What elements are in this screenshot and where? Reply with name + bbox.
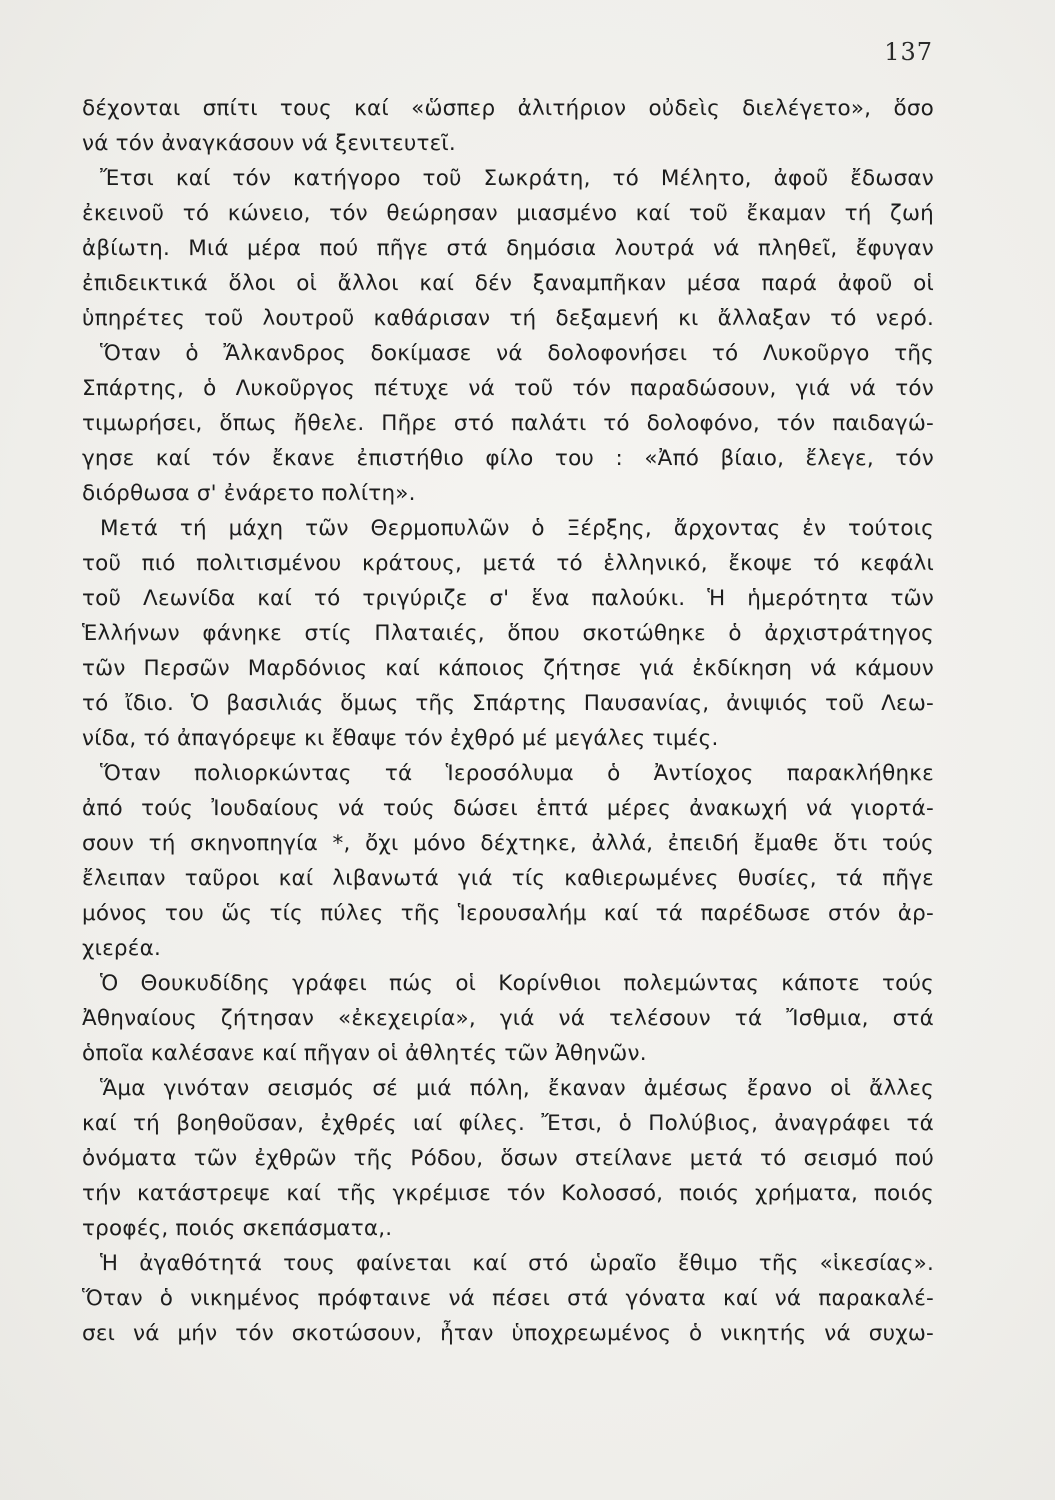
text-line: Ἅμα γινόταν σεισμός σέ μιά πόλη, ἔκαναν ἀμέσως ἔρανο οἱ ἄλλες [100, 1076, 934, 1101]
text-line: Ὁ Θουκυδίδης γράφει πώς οἱ Κορίνθιοι πολεμώντας κάποτε τούς [100, 971, 934, 996]
text-line: χιερέα. [82, 936, 161, 961]
text-line: μόνος του ὥς τίς πύλες τῆς Ἱερουσαλήμ καί τά παρέδωσε στόν ἀρ- [82, 901, 934, 926]
body-text [82, 91, 934, 1351]
text-line: ὀνόματα τῶν ἐχθρῶν τῆς Ρόδου, ὅσων στείλανε μετά τό σεισμό πού [82, 1146, 934, 1171]
text-line: ἔλειπαν ταῦροι καί λιβανωτά γιά τίς καθιερωμένες θυσίες, τά πῆγε [82, 866, 934, 891]
text-line: σουν τή σκηνοπηγία *, ὄχι μόνο δέχτηκε, ἀλλά, ἐπειδή ἔμαθε ὅτι τούς [82, 831, 934, 856]
text-line: Ἑλλήνων φάνηκε στίς Πλαταιές, ὅπου σκοτώθηκε ὁ ἀρχιστράτηγος [82, 621, 934, 646]
text-line: τό ἴδιο. Ὁ βασιλιάς ὅμως τῆς Σπάρτης Παυσανίας, ἀνιψιός τοῦ Λεω- [82, 691, 934, 716]
text-line: Μετά τή μάχη τῶν Θερμοπυλῶν ὁ Ξέρξης, ἄρχοντας ἐν τούτοις [100, 516, 934, 541]
text-line: τροφές, ποιός σκεπάσματα,. [82, 1216, 393, 1241]
text-line: ἐκεινοῦ τό κώνειο, τόν θεώρησαν μιασμένο καί τοῦ ἔκαμαν τή ζωή [82, 201, 934, 226]
text-line: τοῦ Λεωνίδα καί τό τριγύριζε σ' ἕνα παλούκι. Ἡ ἡμερότητα τῶν [82, 586, 934, 611]
page-number: 137 [884, 38, 933, 66]
text-line: καί τή βοηθοῦσαν, ἐχθρές ιαί φίλες. Ἔτσι, ὁ Πολύβιος, ἀναγράφει τά [82, 1111, 934, 1136]
text-line: νά τόν ἀναγκάσουν νά ξενιτευτεῖ. [82, 131, 456, 156]
text-line: τιμωρήσει, ὅπως ἤθελε. Πῆρε στό παλάτι τό δολοφόνο, τόν παιδαγώ- [82, 411, 934, 436]
text-line: Σπάρτης, ὁ Λυκοῦργος πέτυχε νά τοῦ τόν παραδώσουν, γιά νά τόν [82, 376, 934, 401]
text-line: Ὅταν ὁ Ἄλκανδρος δοκίμασε νά δολοφονήσει τό Λυκοῦργο τῆς [100, 341, 934, 366]
text-line: ἀπό τούς Ἰουδαίους νά τούς δώσει ἑπτά μέρες ἀνακωχή νά γιορτά- [82, 796, 934, 821]
text-line: ὁποῖα καλέσανε καί πῆγαν οἱ ἀθλητές τῶν Ἀθηνῶν. [82, 1041, 647, 1066]
text-line: Ἔτσι καί τόν κατήγορο τοῦ Σωκράτη, τό Μέλητο, ἀφοῦ ἔδωσαν [100, 166, 934, 191]
text-line: σει νά μήν τόν σκοτώσουν, ἦταν ὑποχρεωμένος ὁ νικητής νά συχω- [82, 1321, 934, 1346]
text-line: Ἡ ἀγαθότητά τους φαίνεται καί στό ὡραῖο ἔθιμο τῆς «ἱκεσίας». [100, 1251, 934, 1276]
text-line: τήν κατάστρεψε καί τῆς γκρέμισε τόν Κολοσσό, ποιός χρήματα, ποιός [82, 1181, 934, 1206]
text-line: νίδα, τό ἀπαγόρεψε κι ἔθαψε τόν ἐχθρό μέ μεγάλες τιμές. [82, 726, 719, 751]
text-line: Ὅταν πολιορκώντας τά Ἱεροσόλυμα ὁ Ἀντίοχος παρακλήθηκε [100, 761, 934, 786]
text-line: ἀβίωτη. Μιά μέρα πού πῆγε στά δημόσια λουτρά νά πληθεῖ, ἔφυγαν [82, 236, 934, 261]
text-line: Ὅταν ὁ νικημένος πρόφταινε νά πέσει στά γόνατα καί νά παρακαλέ- [82, 1286, 934, 1311]
text-line: τῶν Περσῶν Μαρδόνιος καί κάποιος ζήτησε γιά ἐκδίκηση νά κάμουν [82, 656, 934, 681]
text-line: γησε καί τόν ἔκανε ἐπιστήθιο φίλο του : «Ἀπό βίαιο, ἔλεγε, τόν [82, 446, 934, 471]
text-line: δέχονται σπίτι τους καί «ὥσπερ ἀλιτήριον οὐδεὶς διελέγετο», ὅσο [82, 96, 934, 121]
text-line: ὑπηρέτες τοῦ λουτροῦ καθάρισαν τή δεξαμενή κι ἄλλαξαν τό νερό. [82, 306, 934, 331]
text-line: Ἀθηναίους ζήτησαν «ἐκεχειρία», γιά νά τελέσουν τά Ἴσθμια, στά [82, 1006, 934, 1031]
text-line: τοῦ πιό πολιτισμένου κράτους, μετά τό ἑλληνικό, ἔκοψε τό κεφάλι [82, 551, 934, 576]
text-line: ἐπιδεικτικά ὅλοι οἱ ἄλλοι καί δέν ξαναμπῆκαν μέσα παρά ἀφοῦ οἱ [82, 271, 934, 296]
text-line: διόρθωσα σ' ἐνάρετο πολίτη». [82, 481, 416, 506]
